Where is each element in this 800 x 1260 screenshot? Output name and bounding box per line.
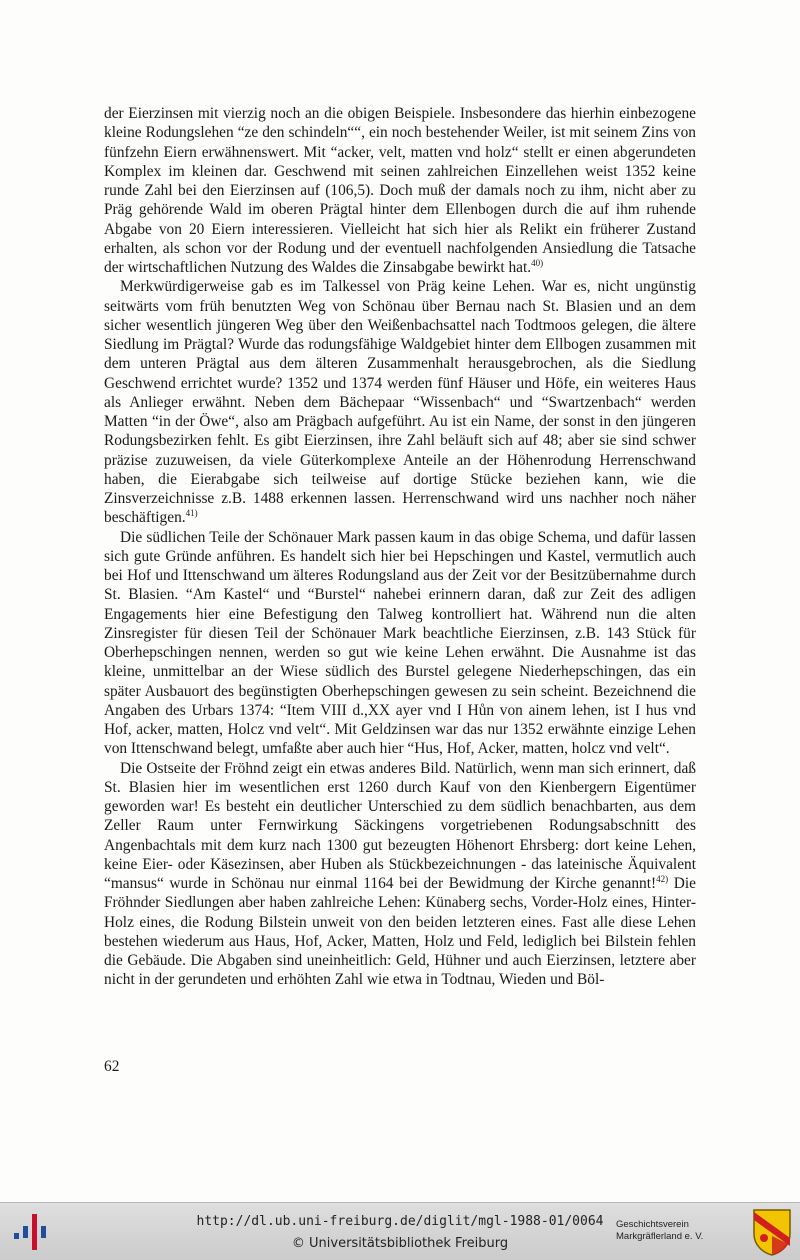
paragraph-text: der Eierzinsen mit vierzig noch an die obigen Beispiele. Insbesondere das hierhin einbezogene kleine Rodungslehen “ze den schindeln““, ein noch bestehender Weiler, ist mit seinem Zins von fünfzehn Eiern erwähnenswert. Mit “acker, velt, matten vnd holz“ stellt er einen abgerundeten Komplex im kleinen dar. Geschwend mit seinen zahlreichen Einzellehen weist 1352 keine runde Zahl bei den Eierzinsen auf (106,5). Doch muß der damals noch zu ihm, nicht aber zu Präg gehörende Wald im oberen Prägtal hinter dem Ellenbogen durch die auf ihm ruhende Abgabe von 20 Eiern interessieren. Vielleicht hat sich hier als Relikt ein früherer Zustand erhalten, als schon vor der Rodung und der eventuell nachfolgenden Ansiedlung die Tatsache der wirtschaftlichen Nutzung des Waldes die Zinsabgabe bewirkt hat. <box>104 105 696 276</box>
footnote-marker: 42) <box>656 874 669 884</box>
body-paragraph <box>104 277 696 527</box>
society-name-line-2: Markgräflerland e. V. <box>616 1231 704 1242</box>
document-url-link[interactable]: http://dl.ub.uni-freiburg.de/diglit/mgl-1988-01/0064 <box>196 1214 604 1229</box>
markgraeflerland-crest-icon <box>752 1208 792 1256</box>
society-name-line-1: Geschichtsverein <box>616 1219 689 1230</box>
ub-freiburg-logo-icon <box>12 1211 52 1253</box>
footnote-marker: 41) <box>185 508 198 519</box>
paragraph-text: Die Ostseite der Fröhnd zeigt ein etwas anderes Bild. Natürlich, wenn man sich erinnert, daß St. Blasien hier im wesentlichen erst 1260 durch Kauf von den Kienbergern Eigentümer geworden war! Es besteht ein deutlicher Unterschied zu dem südlich benachbarten, aus dem Zeller Raum unter Fernwirkung Säckingens vorgetriebenen Rodungsabschnitt des Angenbachtals mit dem kurz nach 1300 gut bezeugten Höhenort Ehrsberg: dort keine Lehen, keine Eier- oder Käsezinsen, aber Huben als Stückbezeichnungen - das lateinische Äquivalent “mansus“ wurde in Schönau nur einmal 1164 bei der Bewidmung der Kirche genannt! <box>104 759 696 892</box>
body-paragraph <box>104 528 696 759</box>
body-paragraph <box>104 104 696 277</box>
paragraph-text: Die südlichen Teile der Schönauer Mark passen kaum in das obige Schema, und dafür lassen sich gute Gründe anführen. Es handelt sich hier bei Hepschingen und Kastel, vermutlich auch bei Hof und Ittenschwand um älteres Rodungsland aus der Zeit vor der Besitzübernahme durch St. Blasien. “Am Kastel“ und “Burstel“ nahebei erinnern daran, daß zur Zeit des adligen Engagements hier eine Befestigung den Talweg kontrolliert hat. Während nun die alten Zinsregister für diesen Teil der Schönauer Mark beachtliche Eierzinsen, z.B. 143 Stück für Oberhepschingen nennen, werden so gut wie keine Lehen erwähnt. Die Ausnahme ist das kleine, unmittelbar an der Wiese südlich des Burstel gelegene Niederhepschingen, das ein später Ausbauort des begünstigten Oberhepschingen gewesen zu sein scheint. Bezeichnend die Angaben des Urbars 1374: “Item VIII d.,XX ayer vnd I Hůn von ainem lehen, ist I hus vnd Hof, acker, matten, Holcz vnd velt“. Mit Geldzinsen war das nur 1352 erwähnte einzige Lehen von Ittenschwand belegt, umfaßte aber auch hier “Hus, Hof, Acker, matten, holcz vnd velt“. <box>104 528 696 758</box>
viewer-footer <box>0 1202 800 1260</box>
society-name <box>616 1219 752 1243</box>
paragraph-text: Merkwürdigerweise gab es im Talkessel von Präg keine Lehen. War es, nicht ungünstig seitwärts vom früh benutzten Weg von Schönau über Bernau nach St. Blasien und an dem sicher wesentlich jüngeren Weg über den Weißenbachsattel nach Todtmoos gelegen, die ältere Siedlung im Prägtal? Wurde das rodungsfähige Waldgebiet hinter dem Ellbogen zusammen mit dem unteren Prägtal aus dem älteren Zusammenhalt herausgebrochen, als die Siedlung Geschwend errichtet wurde? 1352 und 1374 werden fünf Häuser und Höfe, ein weiteres Haus als Anlieger erwähnt. Neben dem Bächepaar “Wissenbach“ und “Swartzenbach“ werden Matten “in der Öwe“, also am Prägbach aufgeführt. Au ist ein Name, der sonst in den jüngeren Rodungsbezirken fehlt. Es gibt Eierzinsen, ihre Zahl beläuft sich auf 48; aber sie sind schwer präzise zuzuweisen, da viele Güterkomplexe Anteile an der Höhenrodung Herrenschwand haben, die Eierabgabe sich teilweise auf dortige Stücke beziehen kann, wie die Zinsverzeichnisse z.B. 1488 erkennen lassen. Herrenschwand wird uns nachher noch näher beschäftigen. <box>104 278 696 527</box>
copyright-notice: © Universitätsbibliothek Freiburg <box>291 1236 509 1251</box>
body-text <box>104 104 696 990</box>
paragraph-text: Die Fröhnder Siedlungen aber haben zahlreiche Lehen: Künaberg sechs, Vorder-Holz eines, Hinter-Holz eines, die Rodung Bilstein unweit von den beiden letzteren eines. Fast alle diese Lehen bestehen wiederum aus Haus, Hof, Acker, Matten, Holz und Feld, lediglich bei Bilstein fehlen die Gebäude. Die Abgaben sind uneinheitlich: Geld, Hühner und auch Eierzinsen, letztere aber nicht in der gerundeten und erhöhten Zahl wie etwa in Todtnau, Wieden und Böl- <box>104 875 696 989</box>
body-paragraph <box>104 759 696 990</box>
footnote-marker: 40) <box>531 258 544 268</box>
page-number: 62 <box>104 1058 120 1075</box>
